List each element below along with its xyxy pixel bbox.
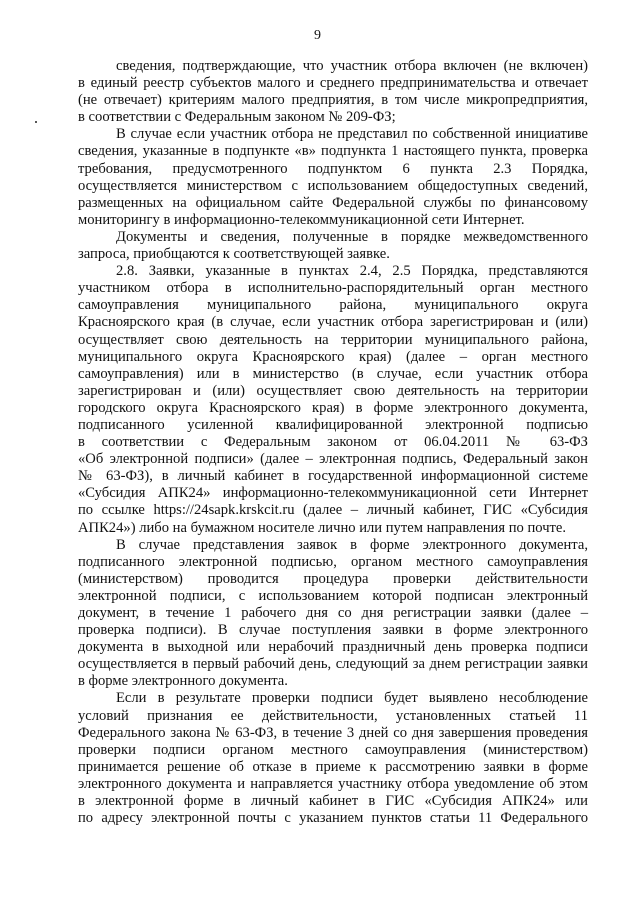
document-body <box>78 58 588 827</box>
text-line: № 63-ФЗ), в личный кабинет в государственной информационной системе <box>78 468 588 485</box>
text-line: в единый реестр субъектов малого и среднего предпринимательства и отвечает <box>78 75 588 92</box>
text-line: в электронной форме в личный кабинет в ГИС «Субсидия АПК24» или <box>78 793 588 810</box>
text-line: «Об электронной подписи» (далее – электронная подпись, Федеральный закон <box>78 451 588 468</box>
text-line: сведения, указанные в подпункте «в» подпункта 1 настоящего пункта, проверка <box>78 143 588 160</box>
text-line: самоуправления муниципального района, муниципального округа <box>78 297 588 314</box>
text-line: Документы и сведения, полученные в порядке межведомственного <box>116 228 588 245</box>
text-line: (не отвечает) критериям малого предприятия, в том числе микропредприятия, <box>78 92 588 109</box>
text-line: Федерального закона № 63-ФЗ, в течение 3 дней со дня завершения проведения <box>78 724 588 741</box>
text-line: осуществляется министерством с использованием общедоступных сведений, <box>78 177 588 194</box>
text-line: условий признания ее действительности, установленных статьей 11 <box>78 707 588 724</box>
text-line: подписанного усиленной квалифицированной электронной подписью <box>78 416 588 433</box>
text-line: запроса, приобщаются к соответствующей заявке. <box>78 246 390 263</box>
text-line: городского округа Красноярского края) в форме электронного документа, <box>78 399 588 416</box>
scan-artifact-dot <box>35 121 37 123</box>
text-line: Красноярского края (в случае, если участник отбора зарегистрирован и (или) <box>78 314 588 331</box>
text-line: «Субсидия АПК24» информационно-телекоммуникационной сети Интернет <box>78 485 588 502</box>
text-line: Если в результате проверки подписи будет выявлено несоблюдение <box>116 690 588 707</box>
text-line: документа в выходной или нерабочий праздничный день проверка подписи <box>78 639 588 656</box>
text-line: подписанного электронной подписью, органом местного самоуправления <box>78 553 588 570</box>
text-line: В случае представления заявок в форме электронного документа, <box>116 536 588 553</box>
text-line: зарегистрирован и (или) осуществляет свою деятельность на территории <box>78 382 588 399</box>
text-line: документ, в течение 1 рабочего дня со дня регистрации заявки (далее – <box>78 605 588 621</box>
text-line: принимается решение об отказе в приеме к рассмотрению заявки в форме <box>78 758 588 775</box>
text-line: сведения, подтверждающие, что участник отбора включен (не включен) <box>116 58 588 74</box>
text-line: (министерством) проводится процедура проверки действительности <box>78 570 588 587</box>
text-line: требования, предусмотренного подпунктом 6 пункта 2.3 Порядка, <box>78 160 588 177</box>
text-line: В случае если участник отбора не представил по собственной инициативе <box>116 126 588 143</box>
text-line: осуществляется в первый рабочий день, следующий за днем регистрации заявки <box>78 656 588 673</box>
text-line: электронного документа и направляется участнику отбора уведомление об этом <box>78 775 588 792</box>
text-line: по адресу электронной почты с указанием пунктов статьи 11 Федерального <box>78 810 588 827</box>
text-line: мониторингу в информационно-телекоммуникационной сети Интернет. <box>78 211 525 228</box>
text-line: по ссылке https://24sapk.krskcit.ru (далее – личный кабинет, ГИС «Субсидия <box>78 502 588 519</box>
text-line: размещенных на официальном сайте Федеральной службы по финансовому <box>78 194 588 211</box>
text-line: муниципального округа Красноярского края) (далее – орган местного <box>78 348 588 365</box>
text-line: электронной подписи, с использованием которой подписан электронный <box>78 587 588 604</box>
text-line: в соответствии с Федеральным законом от 06.04.2011 № 63-ФЗ <box>78 434 588 451</box>
text-line: проверка подписи). В случае поступления заявки в форме электронного <box>78 622 588 639</box>
text-line: в соответствии с Федеральным законом № 209-ФЗ; <box>78 109 396 126</box>
text-line: участником отбора в исполнительно-распорядительный орган местного <box>78 280 588 297</box>
text-line: осуществляет свою деятельность на территории муниципального района, <box>78 331 588 348</box>
text-line: в форме электронного документа. <box>78 673 288 690</box>
page-number: 9 <box>314 28 321 43</box>
text-line: АПК24») либо на бумажном носителе лично или путем направления по почте. <box>78 519 567 536</box>
text-line: проверки подписи органом местного самоуправления (министерством) <box>78 741 588 758</box>
text-line: 2.8. Заявки, указанные в пунктах 2.4, 2.5 Порядка, представляются <box>116 263 588 280</box>
text-line: самоуправления) или в министерство (в случае, если участник отбора <box>78 365 588 382</box>
